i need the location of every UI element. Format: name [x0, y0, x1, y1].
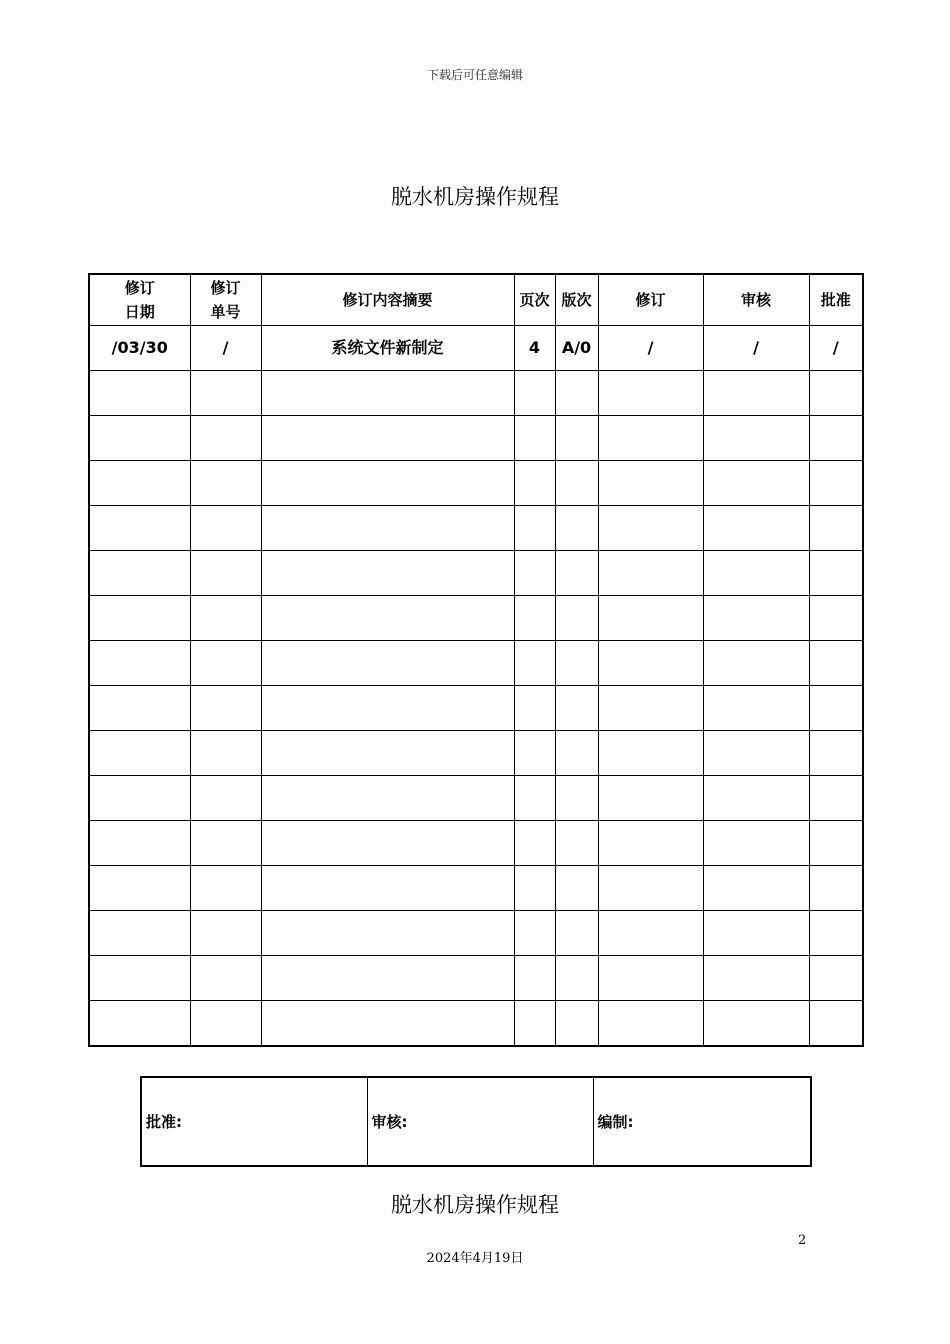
empty-cell — [514, 641, 555, 686]
empty-cell — [703, 371, 809, 416]
empty-cell — [89, 416, 190, 461]
empty-cell — [514, 731, 555, 776]
empty-cell — [809, 911, 863, 956]
empty-cell — [261, 641, 514, 686]
empty-cell — [598, 866, 703, 911]
empty-cell — [598, 551, 703, 596]
empty-cell — [190, 641, 261, 686]
empty-cell — [514, 596, 555, 641]
table-row — [89, 686, 863, 731]
empty-cell — [809, 641, 863, 686]
empty-cell — [555, 1001, 598, 1047]
footer-title: 脱水机房操作规程 — [391, 1193, 559, 1217]
empty-cell — [89, 821, 190, 866]
empty-cell — [809, 776, 863, 821]
empty-cell — [261, 1001, 514, 1047]
empty-cell — [809, 506, 863, 551]
empty-cell — [555, 506, 598, 551]
cell-page: 4 — [514, 326, 555, 371]
empty-cell — [261, 371, 514, 416]
empty-cell — [598, 821, 703, 866]
empty-cell — [703, 416, 809, 461]
sign-table — [140, 1076, 812, 1167]
empty-cell — [703, 641, 809, 686]
empty-cell — [190, 551, 261, 596]
empty-cell — [190, 776, 261, 821]
empty-cell — [89, 371, 190, 416]
table-row — [89, 731, 863, 776]
table-row — [89, 371, 863, 416]
empty-cell — [514, 1001, 555, 1047]
empty-cell — [703, 776, 809, 821]
empty-cell — [598, 686, 703, 731]
empty-cell — [809, 461, 863, 506]
empty-cell — [261, 911, 514, 956]
empty-cell — [703, 686, 809, 731]
table-row — [89, 866, 863, 911]
table-row — [89, 776, 863, 821]
empty-cell — [89, 866, 190, 911]
empty-cell — [703, 461, 809, 506]
empty-cell — [89, 641, 190, 686]
empty-cell — [555, 416, 598, 461]
cell-version: A/0 — [555, 326, 598, 371]
empty-cell — [555, 461, 598, 506]
empty-cell — [190, 371, 261, 416]
empty-cell — [809, 866, 863, 911]
empty-cell — [190, 911, 261, 956]
empty-cell — [89, 686, 190, 731]
sign-row — [141, 1077, 811, 1166]
cell-order: / — [190, 326, 261, 371]
empty-cell — [514, 506, 555, 551]
empty-cell — [514, 371, 555, 416]
cell-date: /03/30 — [89, 326, 190, 371]
empty-cell — [89, 461, 190, 506]
empty-cell — [703, 506, 809, 551]
empty-cell — [555, 866, 598, 911]
empty-cell — [555, 551, 598, 596]
empty-cell — [89, 956, 190, 1001]
empty-cell — [598, 371, 703, 416]
empty-cell — [190, 866, 261, 911]
empty-cell — [261, 416, 514, 461]
empty-cell — [261, 776, 514, 821]
empty-cell — [514, 686, 555, 731]
table-row — [89, 506, 863, 551]
empty-cell — [261, 506, 514, 551]
header-revision-order-line2: 单号 — [210, 303, 241, 321]
table-row — [89, 461, 863, 506]
page-title: 脱水机房操作规程 — [391, 185, 559, 209]
empty-cell — [703, 596, 809, 641]
empty-cell — [89, 776, 190, 821]
empty-cell — [703, 551, 809, 596]
page-number: 2 — [798, 1233, 807, 1248]
header-review: 审核 — [703, 274, 809, 326]
empty-cell — [514, 956, 555, 1001]
table-row — [89, 326, 863, 371]
empty-cell — [261, 956, 514, 1001]
empty-cell — [555, 776, 598, 821]
empty-cell — [514, 461, 555, 506]
empty-cell — [598, 506, 703, 551]
header-approve: 批准 — [809, 274, 863, 326]
table-row — [89, 956, 863, 1001]
empty-cell — [89, 506, 190, 551]
empty-cell — [598, 641, 703, 686]
empty-cell — [703, 911, 809, 956]
empty-cell — [261, 821, 514, 866]
empty-cell — [598, 956, 703, 1001]
empty-cell — [514, 866, 555, 911]
empty-cell — [598, 776, 703, 821]
empty-cell — [555, 731, 598, 776]
empty-cell — [89, 596, 190, 641]
empty-cell — [89, 551, 190, 596]
empty-cell — [809, 416, 863, 461]
empty-cell — [89, 731, 190, 776]
revision-table — [88, 273, 864, 1047]
revision-table-header-row — [89, 274, 863, 326]
header-revision-date-line1: 修订 — [124, 279, 155, 297]
empty-cell — [703, 956, 809, 1001]
header-revision-date-line2: 日期 — [124, 303, 155, 321]
empty-cell — [809, 956, 863, 1001]
empty-cell — [190, 596, 261, 641]
empty-cell — [261, 686, 514, 731]
sign-review-cell: 审核: — [367, 1077, 593, 1166]
empty-cell — [598, 731, 703, 776]
empty-cell — [809, 371, 863, 416]
table-row — [89, 416, 863, 461]
empty-cell — [555, 596, 598, 641]
empty-cell — [555, 821, 598, 866]
header-summary: 修订内容摘要 — [261, 274, 514, 326]
empty-cell — [555, 641, 598, 686]
empty-cell — [514, 551, 555, 596]
empty-cell — [555, 956, 598, 1001]
header-version: 版次 — [555, 274, 598, 326]
empty-cell — [261, 596, 514, 641]
cell-approve: / — [809, 326, 863, 371]
empty-cell — [703, 866, 809, 911]
empty-cell — [190, 686, 261, 731]
table-row — [89, 641, 863, 686]
empty-cell — [703, 1001, 809, 1047]
empty-cell — [261, 866, 514, 911]
empty-cell — [809, 731, 863, 776]
cell-review: / — [703, 326, 809, 371]
empty-cell — [703, 821, 809, 866]
empty-cell — [598, 416, 703, 461]
sign-compile-cell: 编制: — [593, 1077, 811, 1166]
header-revise: 修订 — [598, 274, 703, 326]
empty-cell — [598, 1001, 703, 1047]
cell-revise: / — [598, 326, 703, 371]
table-row — [89, 1001, 863, 1047]
header-note: 下载后可任意编辑 — [426, 68, 523, 82]
empty-cell — [514, 911, 555, 956]
empty-cell — [809, 821, 863, 866]
empty-cell — [514, 416, 555, 461]
table-row — [89, 821, 863, 866]
empty-cell — [598, 911, 703, 956]
header-revision-order — [190, 274, 261, 326]
footer-date: 2024年4月19日 — [426, 1251, 524, 1266]
empty-cell — [190, 821, 261, 866]
sign-approve-cell: 批准: — [141, 1077, 367, 1166]
empty-cell — [190, 1001, 261, 1047]
table-row — [89, 911, 863, 956]
header-page: 页次 — [514, 274, 555, 326]
empty-cell — [89, 1001, 190, 1047]
empty-cell — [190, 506, 261, 551]
table-row — [89, 596, 863, 641]
empty-cell — [514, 776, 555, 821]
empty-cell — [261, 551, 514, 596]
empty-cell — [514, 821, 555, 866]
header-revision-date — [89, 274, 190, 326]
empty-cell — [190, 731, 261, 776]
empty-cell — [190, 461, 261, 506]
empty-cell — [809, 596, 863, 641]
empty-cell — [261, 731, 514, 776]
empty-cell — [190, 956, 261, 1001]
empty-cell — [598, 596, 703, 641]
table-row — [89, 551, 863, 596]
header-revision-order-line1: 修订 — [210, 279, 241, 297]
empty-cell — [598, 461, 703, 506]
empty-cell — [555, 371, 598, 416]
empty-cell — [809, 551, 863, 596]
empty-cell — [190, 416, 261, 461]
cell-summary: 系统文件新制定 — [261, 326, 514, 371]
empty-cell — [703, 731, 809, 776]
empty-cell — [809, 686, 863, 731]
empty-cell — [555, 911, 598, 956]
empty-cell — [809, 1001, 863, 1047]
empty-cell — [89, 911, 190, 956]
empty-cell — [555, 686, 598, 731]
empty-cell — [261, 461, 514, 506]
